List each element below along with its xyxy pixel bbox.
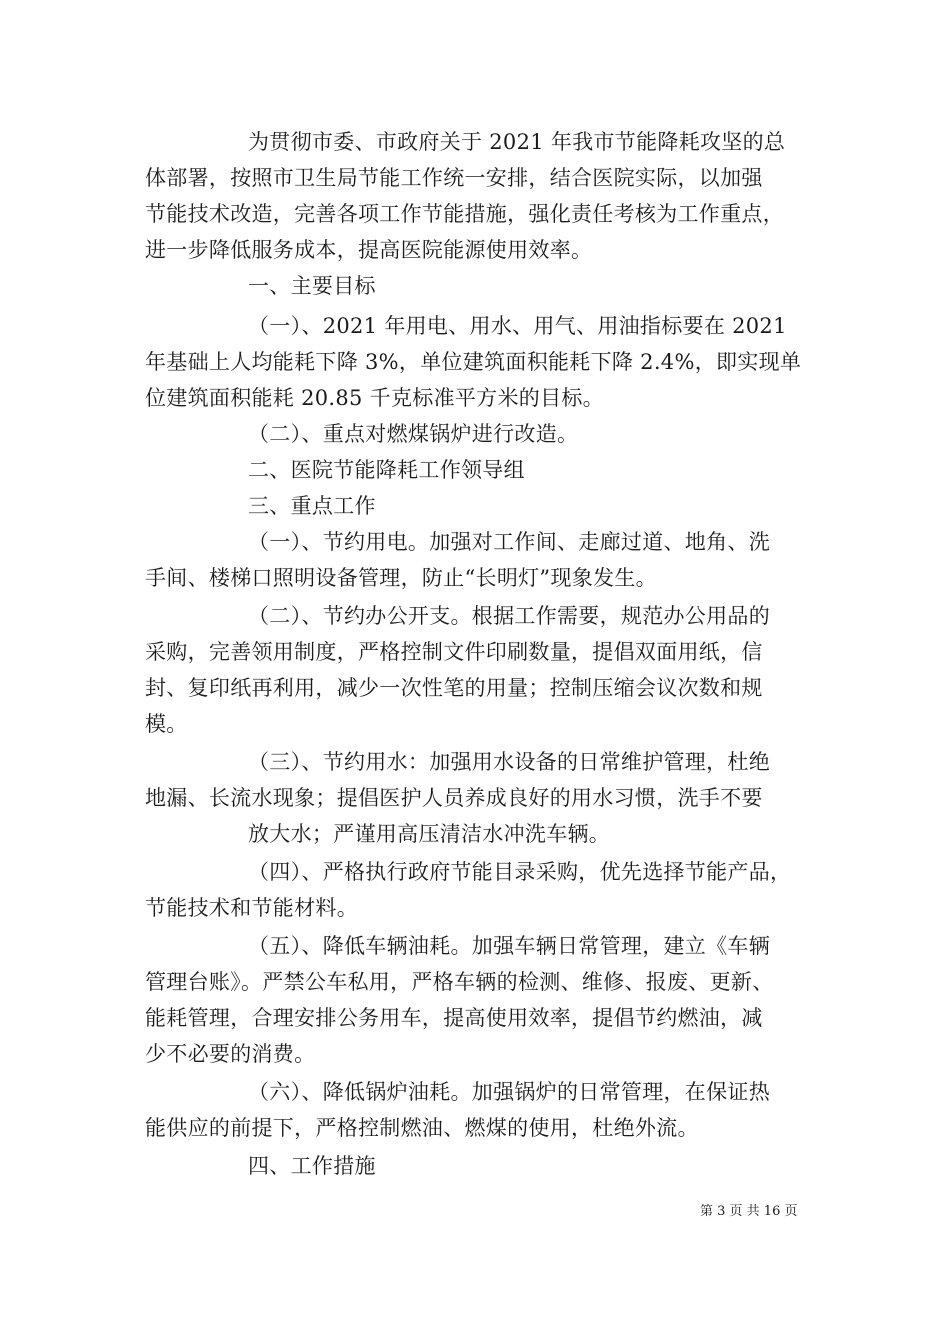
paragraph-line: 管理台账》。严禁公车私用，严格车辆的检测、维修、报废、更新、 <box>145 970 774 994</box>
paragraph-line: （五）、降低车辆油耗。加强车辆日常管理，建立《车辆 <box>248 934 770 958</box>
paragraph-line: （二）、节约办公开支。根据工作需要，规范办公用品的 <box>248 604 770 628</box>
paragraph-line: 地漏、长流水现象；提倡医护人员养成良好的用水习惯，洗手不要 <box>145 786 763 810</box>
paragraph-line: （一）、2021 年用电、用水、用气、用油指标要在 2021 <box>248 314 787 338</box>
paragraph-line: 体部署，按照市卫生局节能工作统一安排，结合医院实际，以加强 <box>145 166 763 190</box>
paragraph-line: 进一步降低服务成本，提高医院能源使用效率。 <box>145 238 593 262</box>
section-heading: 四、工作措施 <box>248 1154 376 1178</box>
section-heading: 一、主要目标 <box>248 274 376 298</box>
paragraph-line: （一）、节约用电。加强对工作间、走廊过道、地角、洗 <box>248 530 770 554</box>
paragraph-line: （二）、重点对燃煤锅炉进行改造。 <box>248 422 579 446</box>
paragraph-line: 模。 <box>145 712 188 736</box>
paragraph-line: 节能技术和节能材料。 <box>145 896 358 920</box>
paragraph-line: 放大水；严谨用高压清洁水冲洗车辆。 <box>248 822 611 846</box>
paragraph-line: 节能技术改造，完善各项工作节能措施，强化责任考核为工作重点， <box>145 202 784 226</box>
section-heading: 三、重点工作 <box>248 494 376 518</box>
paragraph-line: （三）、节约用水：加强用水设备的日常维护管理，杜绝 <box>248 750 770 774</box>
paragraph-line: 年基础上人均能耗下降 3%，单位建筑面积能耗下降 2.4%，即实现单 <box>145 350 802 374</box>
paragraph-line: 为贯彻市委、市政府关于 2021 年我市节能降耗攻坚的总 <box>248 130 786 154</box>
page-number: 第 3 页 共 16 页 <box>700 1204 798 1219</box>
paragraph-line: （六）、降低锅炉油耗。加强锅炉的日常管理，在保证热 <box>248 1080 770 1104</box>
paragraph-line: 能耗管理，合理安排公务用车，提高使用效率，提倡节约燃油，减 <box>145 1006 763 1030</box>
paragraph-line: 能供应的前提下，严格控制燃油、燃煤的使用，杜绝外流。 <box>145 1116 699 1140</box>
paragraph-line: 封、复印纸再利用，减少一次性笔的用量；控制压缩会议次数和规 <box>145 676 763 700</box>
paragraph-line: 采购，完善领用制度，严格控制文件印刷数量，提倡双面用纸，信 <box>145 640 763 664</box>
paragraph-line: （四）、严格执行政府节能目录采购，优先选择节能产品， <box>248 860 792 884</box>
paragraph-line: 手间、楼梯口照明设备管理，防止“长明灯”现象发生。 <box>145 566 657 590</box>
section-heading: 二、医院节能降耗工作领导组 <box>248 458 525 482</box>
paragraph-line: 少不必要的消费。 <box>145 1042 316 1066</box>
paragraph-line: 位建筑面积能耗 20.85 千克标准平方米的目标。 <box>145 386 604 410</box>
